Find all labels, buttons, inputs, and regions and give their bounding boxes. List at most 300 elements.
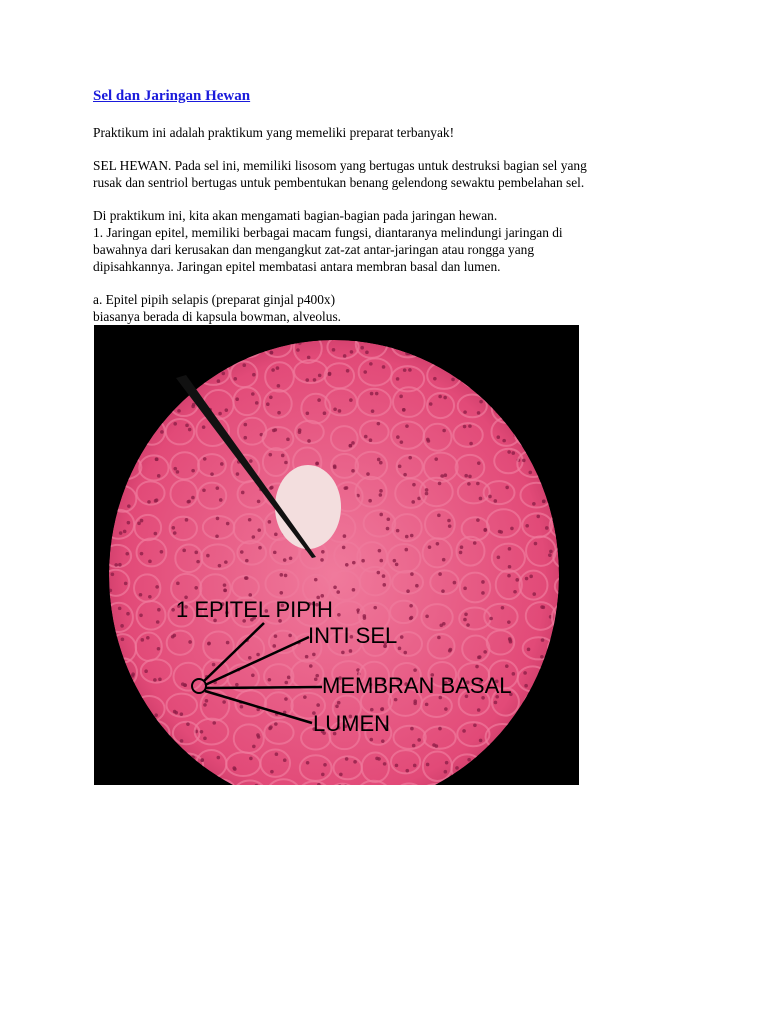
cell-nucleus	[313, 378, 317, 382]
cell-nucleus	[467, 758, 471, 762]
cell-nucleus	[279, 591, 283, 595]
cell-nucleus	[269, 395, 273, 399]
cell-nucleus	[156, 620, 160, 624]
cell-nucleus	[398, 647, 402, 651]
cell-nucleus	[403, 651, 407, 655]
text-line: dipisahkannya. Jaringan epitel membatasi antara membran basal dan lumen.	[93, 259, 501, 274]
microscope-svg	[94, 325, 579, 785]
cell-nucleus	[351, 441, 355, 445]
cell-nucleus	[255, 401, 259, 405]
cell-nucleus	[448, 524, 452, 528]
cell-nucleus	[240, 550, 244, 554]
cell-nucleus	[315, 674, 319, 678]
cell-nucleus	[425, 492, 429, 496]
cell-nucleus	[176, 582, 180, 586]
cell-nucleus	[191, 469, 195, 473]
cell-nucleus	[460, 545, 464, 549]
cell-nucleus	[171, 608, 175, 612]
cell-nucleus	[408, 368, 412, 372]
cell-nucleus	[445, 761, 449, 765]
cell-nucleus	[378, 549, 382, 553]
cell-nucleus	[323, 763, 327, 767]
cell-nucleus	[513, 590, 517, 594]
cell-nucleus	[404, 548, 408, 552]
cell-nucleus	[441, 589, 445, 593]
cell-nucleus	[468, 475, 472, 479]
cell-nucleus	[494, 499, 498, 503]
cell-nucleus	[119, 531, 123, 535]
cell-nucleus	[499, 530, 503, 534]
cell-nucleus	[341, 651, 345, 655]
cell-nucleus	[477, 708, 481, 712]
cell-nucleus	[477, 411, 481, 415]
cell-nucleus	[395, 563, 399, 567]
cell-nucleus	[345, 563, 349, 567]
cell-nucleus	[307, 439, 311, 443]
cell-nucleus	[155, 458, 159, 462]
cell-nucleus	[473, 723, 477, 727]
cell-nucleus	[479, 739, 483, 743]
cell-nucleus	[180, 739, 184, 743]
cell-nucleus	[373, 606, 377, 610]
cell-nucleus	[438, 395, 442, 399]
cell-nucleus	[121, 638, 125, 642]
cell-nucleus	[353, 760, 357, 764]
cell-nucleus	[532, 592, 536, 596]
cell-nucleus	[187, 500, 191, 504]
cell-nucleus	[337, 701, 341, 705]
cell-nucleus	[489, 617, 493, 621]
cell-nucleus	[243, 436, 247, 440]
cell-nucleus	[316, 703, 320, 707]
cell-nucleus	[284, 681, 288, 685]
cell-nucleus	[140, 552, 144, 556]
cell-nucleus	[381, 739, 385, 743]
cell-nucleus	[476, 518, 480, 522]
paragraph-intro	[93, 124, 693, 141]
cell-nucleus	[245, 559, 249, 563]
cell-nucleus	[188, 428, 192, 432]
cell-nucleus	[114, 563, 118, 567]
cell-nucleus	[536, 515, 540, 519]
label-epitel-pipih: 1 EPITEL PIPIH	[176, 597, 333, 622]
label-lumen: LUMEN	[313, 711, 391, 736]
cell-nucleus	[317, 398, 321, 402]
cell-nucleus	[413, 702, 417, 706]
cell-nucleus	[451, 378, 455, 382]
cell-nucleus	[343, 354, 347, 358]
cell-nucleus	[396, 377, 400, 381]
cell-nucleus	[548, 553, 552, 557]
cell-nucleus	[382, 583, 386, 587]
cell-nucleus	[224, 560, 228, 564]
cell-nucleus	[242, 363, 246, 367]
cell-nucleus	[463, 618, 467, 622]
cell-nucleus	[369, 738, 373, 742]
cell-nucleus	[417, 738, 421, 742]
cell-nucleus	[383, 762, 387, 766]
cell-nucleus	[442, 429, 446, 433]
cell-nucleus	[225, 408, 229, 412]
cell-nucleus	[410, 616, 414, 620]
cell-nucleus	[379, 559, 383, 563]
cell-nucleus	[244, 423, 248, 427]
cell-nucleus	[527, 648, 531, 652]
cell-nucleus	[118, 563, 122, 567]
cell-nucleus	[274, 634, 278, 638]
cell-nucleus	[379, 493, 383, 497]
text-line: SEL HEWAN. Pada sel ini, memiliki lisosom yang bertugas untuk destruksi bagian sel yang	[93, 158, 587, 173]
cell-nucleus	[272, 644, 276, 648]
cell-nucleus	[396, 435, 400, 439]
cell-nucleus	[217, 756, 221, 760]
cell-nucleus	[249, 459, 253, 463]
cell-nucleus	[140, 519, 144, 523]
cell-nucleus	[212, 663, 216, 667]
cell-nucleus	[269, 725, 273, 729]
cell-nucleus	[429, 402, 433, 406]
cell-nucleus	[126, 612, 130, 616]
cell-nucleus	[405, 535, 409, 539]
cell-nucleus	[202, 488, 206, 492]
cell-nucleus	[277, 411, 281, 415]
cell-nucleus	[275, 752, 279, 756]
cell-nucleus	[206, 554, 210, 558]
cell-nucleus	[172, 526, 176, 530]
cell-nucleus	[216, 486, 220, 490]
cell-nucleus	[494, 701, 498, 705]
cell-nucleus	[127, 504, 131, 508]
cell-nucleus	[545, 526, 549, 530]
cell-nucleus	[350, 350, 354, 354]
cell-nucleus	[305, 655, 309, 659]
cell-nucleus	[321, 773, 325, 777]
cell-nucleus	[157, 474, 161, 478]
cell-nucleus	[217, 379, 221, 383]
cell-nucleus	[216, 517, 220, 521]
cell-nucleus	[398, 465, 402, 469]
cell-nucleus	[333, 407, 337, 411]
cell-nucleus	[196, 560, 200, 564]
cell-nucleus	[218, 564, 222, 568]
cell-nucleus	[212, 721, 216, 725]
cell-nucleus	[283, 758, 287, 762]
cell-nucleus	[296, 348, 300, 352]
cell-nucleus	[403, 473, 407, 477]
microscope-image	[94, 325, 579, 785]
cell-nucleus	[284, 461, 288, 465]
cell-nucleus	[473, 541, 477, 545]
cell-nucleus	[252, 535, 256, 539]
cell-nucleus	[364, 435, 368, 439]
cell-nucleus	[406, 589, 410, 593]
cell-nucleus	[215, 534, 219, 538]
cell-nucleus	[412, 744, 416, 748]
cell-nucleus	[370, 392, 374, 396]
cell-nucleus	[144, 669, 148, 673]
cell-nucleus	[475, 665, 479, 669]
cell-nucleus	[512, 672, 516, 676]
cell-nucleus	[154, 713, 158, 717]
cell-nucleus	[270, 486, 274, 490]
cell-nucleus	[191, 496, 195, 500]
cell-nucleus	[468, 424, 472, 428]
cell-nucleus	[226, 522, 230, 526]
cell-nucleus	[438, 727, 442, 731]
cell-nucleus	[155, 585, 159, 589]
cell-nucleus	[343, 534, 347, 538]
cell-nucleus	[312, 653, 316, 657]
cell-nucleus	[408, 456, 412, 460]
cell-nucleus	[183, 683, 187, 687]
cell-nucleus	[375, 757, 379, 761]
cell-nucleus	[437, 636, 441, 640]
cell-nucleus	[497, 555, 501, 559]
cell-nucleus	[336, 590, 340, 594]
cell-nucleus	[443, 396, 447, 400]
cell-nucleus	[534, 542, 538, 546]
cell-nucleus	[219, 498, 223, 502]
cell-nucleus	[466, 623, 470, 627]
paragraph-sel-hewan	[93, 157, 693, 191]
cell-nucleus	[220, 462, 224, 466]
cell-nucleus	[387, 517, 391, 521]
cell-nucleus	[433, 377, 437, 381]
cell-nucleus	[351, 469, 355, 473]
cell-nucleus	[505, 664, 509, 668]
cell-nucleus	[352, 588, 356, 592]
cell-nucleus	[154, 499, 158, 503]
cell-nucleus	[462, 729, 466, 733]
cell-nucleus	[352, 561, 356, 565]
cell-nucleus	[410, 727, 414, 731]
cell-nucleus	[393, 559, 397, 563]
cell-nucleus	[284, 697, 288, 701]
cell-nucleus	[147, 500, 151, 504]
cell-nucleus	[444, 473, 448, 477]
cell-nucleus	[396, 529, 400, 533]
cell-nucleus	[218, 412, 222, 416]
cell-nucleus	[363, 370, 367, 374]
page-title-link[interactable]: Sel dan Jaringan Hewan	[93, 88, 251, 104]
cell-nucleus	[400, 440, 404, 444]
cell-nucleus	[158, 678, 162, 682]
paragraph-epitel-pipih	[93, 291, 693, 325]
cell-nucleus	[379, 489, 383, 493]
cell-nucleus	[382, 574, 386, 578]
cell-nucleus	[437, 514, 441, 518]
cell-nucleus	[481, 580, 485, 584]
cell-nucleus	[405, 769, 409, 773]
cell-nucleus	[194, 586, 198, 590]
cell-nucleus	[131, 672, 135, 676]
cell-nucleus	[425, 703, 429, 707]
cell-nucleus	[222, 700, 226, 704]
cell-nucleus	[501, 606, 505, 610]
cell-nucleus	[226, 641, 230, 645]
cell-nucleus	[251, 392, 255, 396]
cell-nucleus	[509, 640, 513, 644]
cell-nucleus	[157, 647, 161, 651]
cell-nucleus	[232, 766, 236, 770]
cell-nucleus	[288, 634, 292, 638]
leader-line-membran	[206, 687, 322, 688]
cell-nucleus	[366, 472, 370, 476]
cell-nucleus	[203, 737, 207, 741]
cell-nucleus	[449, 648, 453, 652]
cell-nucleus	[428, 545, 432, 549]
cell-nucleus	[377, 458, 381, 462]
cell-nucleus	[154, 532, 158, 536]
cell-nucleus	[306, 412, 310, 416]
cell-nucleus	[268, 520, 272, 524]
text-line: rusak dan sentriol bertugas untuk pembentukan benang gelendong sewaktu pembelahan sel.	[93, 175, 585, 190]
cell-nucleus	[257, 735, 261, 739]
cell-nucleus	[111, 572, 115, 576]
cell-nucleus	[438, 482, 442, 486]
cell-nucleus	[505, 486, 509, 490]
cell-nucleus	[118, 607, 122, 611]
cell-nucleus	[249, 757, 253, 761]
cell-nucleus	[157, 608, 161, 612]
cell-nucleus	[532, 502, 536, 506]
cell-nucleus	[413, 764, 417, 768]
text-line: bawahnya dari kerusakan dan mengangkut zat-zat antar-jaringan atau rongga yang	[93, 242, 535, 257]
cell-nucleus	[173, 422, 177, 426]
cell-nucleus	[127, 521, 131, 525]
cell-nucleus	[479, 400, 483, 404]
text-line: a. Epitel pipih selapis (preparat ginjal p400x)	[93, 292, 336, 307]
cell-nucleus	[463, 425, 467, 429]
cell-nucleus	[289, 557, 293, 561]
cell-nucleus	[344, 486, 348, 490]
cell-nucleus	[540, 655, 544, 659]
cell-nucleus	[528, 471, 532, 475]
glomerulus-lumen	[275, 465, 341, 549]
cell-nucleus	[307, 356, 311, 360]
paragraph-jaringan-epitel	[93, 207, 693, 275]
cell-nucleus	[413, 668, 417, 672]
cell-nucleus	[507, 574, 511, 578]
cell-nucleus	[368, 499, 372, 503]
cell-nucleus	[342, 546, 346, 550]
cell-nucleus	[210, 472, 214, 476]
cell-nucleus	[252, 745, 256, 749]
cell-nucleus	[444, 770, 448, 774]
cell-nucleus	[203, 703, 207, 707]
cell-nucleus	[233, 377, 237, 381]
cell-nucleus	[524, 684, 528, 688]
cell-nucleus	[120, 624, 124, 628]
cell-nucleus	[248, 518, 252, 522]
cell-nucleus	[426, 763, 430, 767]
cell-nucleus	[200, 758, 204, 762]
cell-nucleus	[349, 444, 353, 448]
cell-nucleus	[258, 546, 262, 550]
cell-nucleus	[276, 366, 280, 370]
cell-nucleus	[444, 707, 448, 711]
cell-nucleus	[395, 764, 399, 768]
cell-nucleus	[153, 678, 157, 682]
cell-nucleus	[377, 422, 381, 426]
cell-nucleus	[369, 362, 373, 366]
cell-nucleus	[124, 582, 128, 586]
cell-nucleus	[400, 635, 404, 639]
cell-nucleus	[256, 653, 260, 657]
cell-nucleus	[139, 593, 143, 597]
cell-nucleus	[306, 761, 310, 765]
cell-nucleus	[180, 712, 184, 716]
cell-nucleus	[477, 461, 481, 465]
cell-nucleus	[477, 656, 481, 660]
cell-nucleus	[309, 664, 313, 668]
cell-nucleus	[541, 638, 545, 642]
cell-nucleus	[345, 757, 349, 761]
cell-nucleus	[346, 369, 350, 373]
cell-nucleus	[137, 522, 141, 526]
cell-nucleus	[248, 656, 252, 660]
cell-nucleus	[125, 552, 129, 556]
cell-nucleus	[270, 351, 274, 355]
cell-nucleus	[523, 671, 527, 675]
cell-nucleus	[207, 641, 211, 645]
cell-nucleus	[496, 435, 500, 439]
cell-nucleus	[434, 457, 438, 461]
cell-nucleus	[453, 581, 457, 585]
cell-nucleus	[236, 472, 240, 476]
cell-nucleus	[405, 424, 409, 428]
cell-nucleus	[298, 428, 302, 432]
cell-nucleus	[251, 674, 255, 678]
cell-nucleus	[432, 743, 436, 747]
text-line: 1. Jaringan epitel, memiliki berbagai macam fungsi, diantaranya melindungi jaringan di	[93, 225, 563, 240]
cell-nucleus	[328, 372, 332, 376]
cell-nucleus	[464, 474, 468, 478]
cell-nucleus	[438, 572, 442, 576]
cell-nucleus	[274, 722, 278, 726]
cell-nucleus	[349, 649, 353, 653]
cell-nucleus	[459, 551, 463, 555]
cell-nucleus	[303, 695, 307, 699]
cell-nucleus	[223, 583, 227, 587]
cell-nucleus	[525, 524, 529, 528]
cell-nucleus	[511, 451, 515, 455]
cell-nucleus	[270, 770, 274, 774]
cell-nucleus	[542, 499, 546, 503]
cell-nucleus	[379, 461, 383, 465]
cell-nucleus	[479, 497, 483, 501]
cell-nucleus	[508, 565, 512, 569]
cell-nucleus	[365, 351, 369, 355]
cell-nucleus	[439, 624, 443, 628]
cell-nucleus	[274, 533, 278, 537]
cell-nucleus	[464, 612, 468, 616]
cell-nucleus	[403, 368, 407, 372]
text-line: Praktikum ini adalah praktikum yang memeliki preparat terbanyak!	[93, 125, 455, 140]
cell-nucleus	[274, 428, 278, 432]
cell-nucleus	[202, 425, 206, 429]
cell-nucleus	[508, 547, 512, 551]
cell-nucleus	[323, 411, 327, 415]
cell-nucleus	[160, 550, 164, 554]
cell-nucleus	[176, 470, 180, 474]
text-line: biasanya berada di kapsula bowman, alveolus.	[93, 309, 342, 324]
label-membran-basal: MEMBRAN BASAL	[322, 673, 512, 698]
cell-nucleus	[463, 587, 467, 591]
cell-nucleus	[287, 676, 291, 680]
cell-nucleus	[525, 577, 529, 581]
cell-nucleus	[171, 635, 175, 639]
